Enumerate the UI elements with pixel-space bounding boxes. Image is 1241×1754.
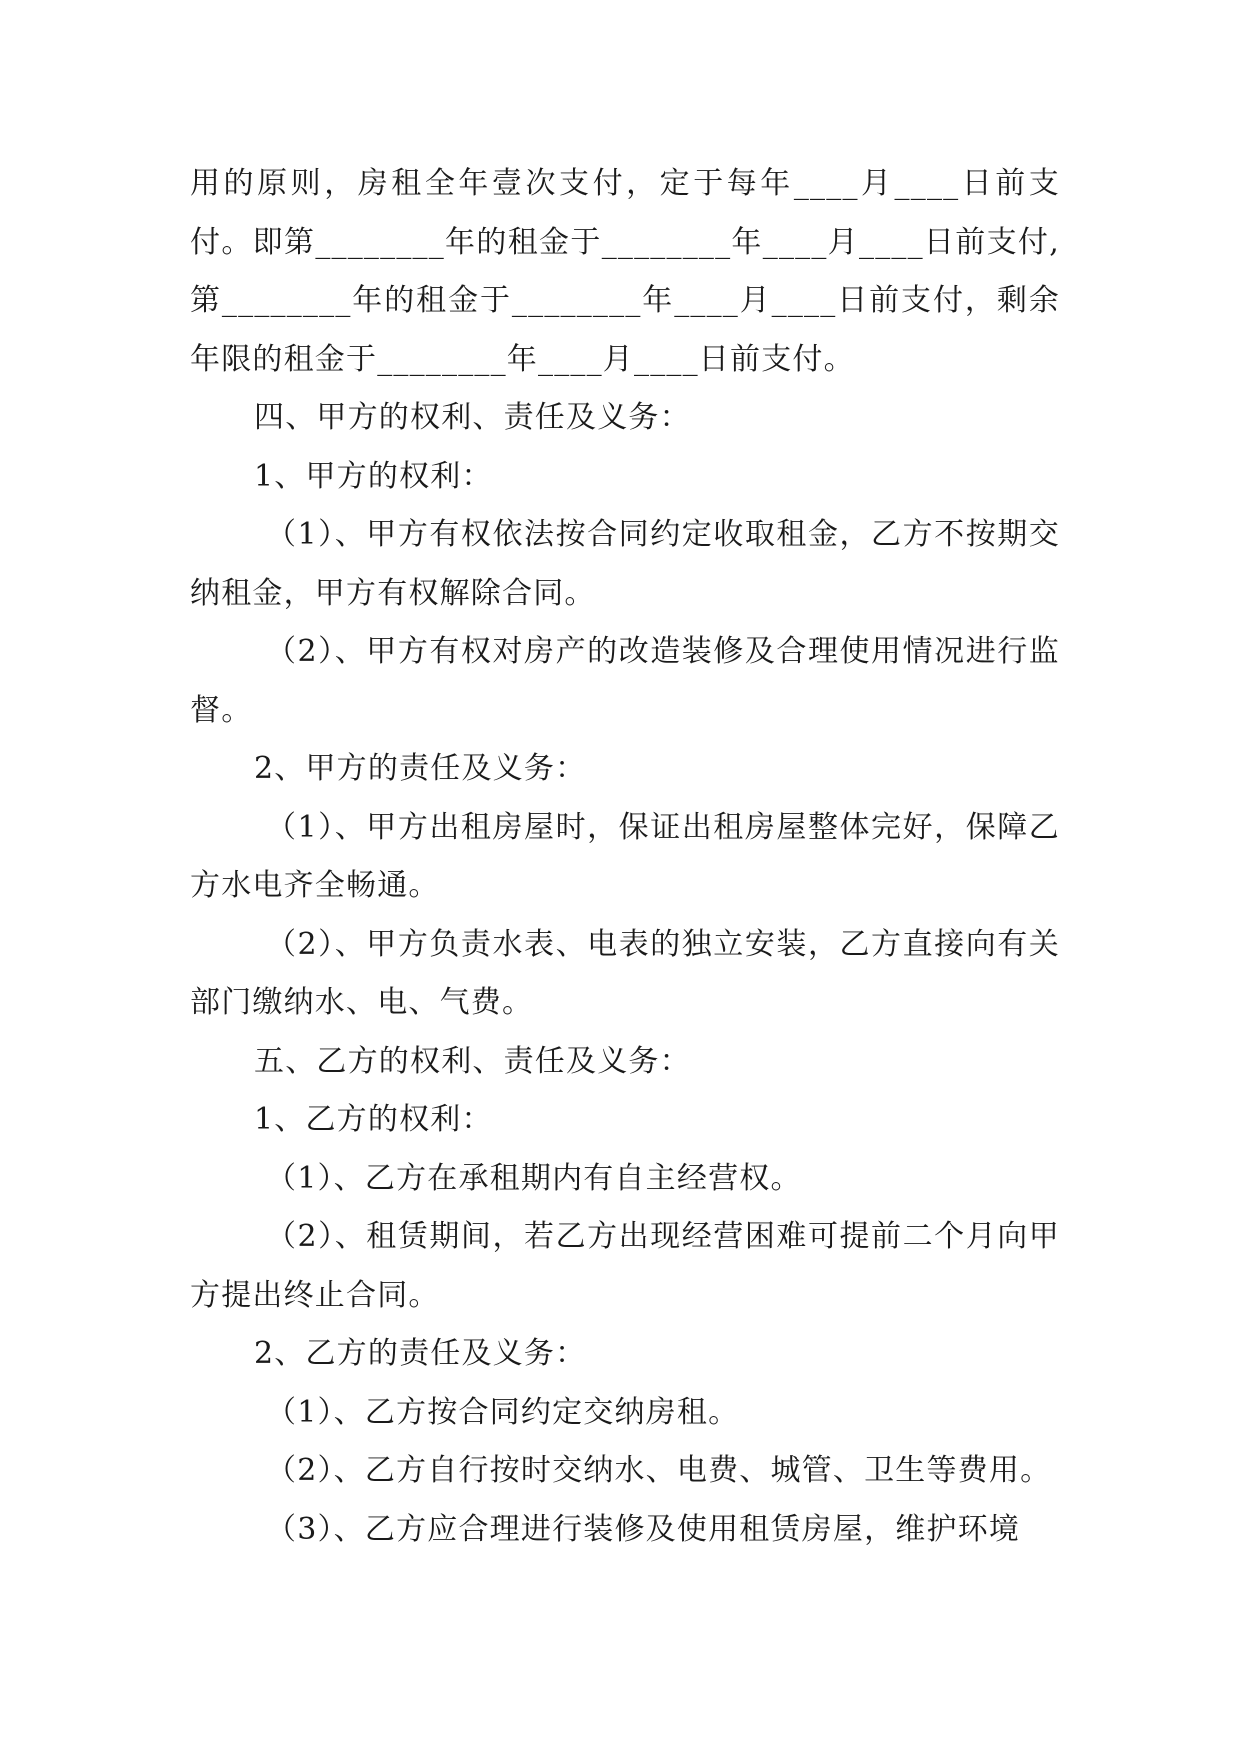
clause-a-rights-1: （1）、甲方有权依法按合同约定收取租金，乙方不按期交纳租金，甲方有权解除合同。 [190,517,1060,611]
heading-party-a-rights: 四、甲方的权利、责任及义务： [254,400,691,435]
clause-a-rights-2: （2）、甲方有权对房产的改造装修及合理使用情况进行监督。 [190,634,1060,728]
subheading-party-a-rights: 1、甲方的权利： [254,458,493,494]
clause-a-duties-2: （2）、甲方负责水表、电表的独立安装，乙方直接向有关部门缴纳水、电、气费。 [190,926,1060,1020]
subheading-party-b-duties: 2、乙方的责任及义务： [254,1336,587,1371]
subheading-party-b-rights: 1、乙方的权利： [254,1102,493,1137]
document-body [190,155,1060,1559]
clause-a-duties-1: （1）、甲方出租房屋时，保证出租房屋整体完好，保障乙方水电齐全畅通。 [190,809,1060,903]
clause-b-rights-2: （2）、租赁期间，若乙方出现经营困难可提前二个月向甲方提出终止合同。 [190,1219,1060,1313]
clause-b-duties-3: （3）、乙方应合理进行装修及使用租赁房屋，维护环境 [266,1511,1021,1547]
paragraph-rent-payment: 用的原则，房租全年壹次支付，定于每年____月____日前支付。即第________年的租金于________年____月____日前支付,第________年的租金于________年____月____日前支付，剩余年限的租金于________年____月____日前支付。 [190,166,1060,377]
subheading-party-a-duties: 2、甲方的责任及义务： [254,751,587,786]
clause-b-rights-1: （1）、乙方在承租期内有自主经营权。 [266,1160,802,1196]
clause-b-duties-2: （2）、乙方自行按时交纳水、电费、城管、卫生等费用。 [266,1453,1052,1488]
clause-b-duties-1: （1）、乙方按合同约定交纳房租。 [266,1394,740,1430]
heading-party-b-rights: 五、乙方的权利、责任及义务： [254,1043,691,1079]
